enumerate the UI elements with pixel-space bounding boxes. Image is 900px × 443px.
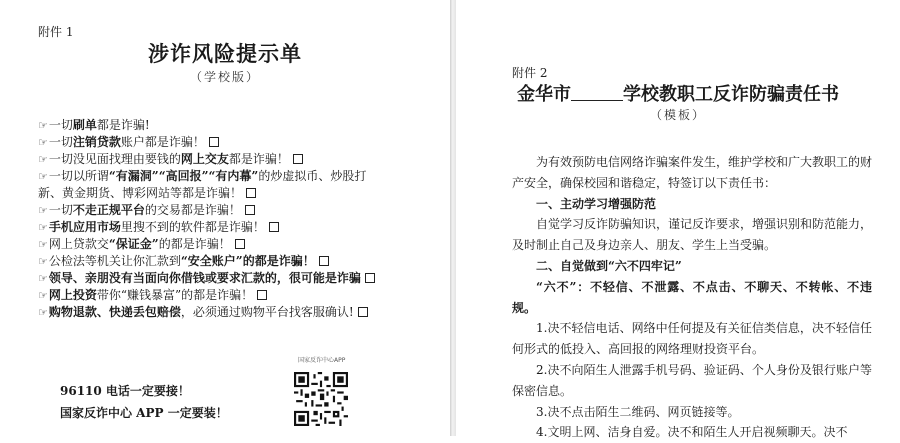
title-prefix: 金华市 — [517, 84, 571, 105]
pointing-hand-icon: ☞ — [38, 153, 48, 166]
annex-label: 附件 2 — [512, 66, 548, 80]
checkbox[interactable] — [269, 222, 279, 232]
paragraph: 为有效预防电信网络诈骗案件发生，维护学校和广大教职工的财产安全，确保校园和谐稳定，特签订以下责任书： — [512, 155, 873, 190]
pointing-hand-icon: ☞ — [38, 255, 48, 268]
left-page — [0, 0, 450, 436]
risk-item-list — [38, 117, 388, 321]
paragraph: 1.决不轻信电话、网络中任何提及有关征信类信息，决不轻信任何形式的低投入、高回报的网络理财投资平台。 — [512, 321, 872, 357]
pointing-hand-icon: ☞ — [38, 170, 48, 183]
pointing-hand-icon: ☞ — [38, 306, 48, 319]
pointing-hand-icon: ☞ — [38, 119, 48, 132]
checkbox[interactable] — [257, 290, 267, 300]
page-subtitle: （学校版） — [189, 70, 260, 84]
page-title: 涉诈风险提示单 — [148, 41, 302, 66]
checkbox[interactable] — [246, 188, 256, 198]
checkbox[interactable] — [209, 137, 219, 147]
pointing-hand-icon: ☞ — [38, 136, 48, 149]
title-suffix: 学校教职工反诈防骗责任书 — [623, 84, 839, 105]
risk-item: ☞领导、亲朋没有当面向你借钱或要求汇款的，很可能是诈骗 — [38, 270, 388, 287]
page-subtitle: （模板） — [649, 108, 706, 122]
pointing-hand-icon: ☞ — [38, 289, 48, 302]
paragraph: 4.文明上网、洁身自爱。决不和陌生人开启视频聊天。决不 — [536, 425, 848, 440]
risk-item: ☞一切没见面找理由要钱的网上交友都是诈骗！ — [38, 151, 388, 168]
risk-item: ☞网上投资带你“赚钱暴富”的都是诈骗！ — [38, 287, 388, 304]
checkbox[interactable] — [245, 205, 255, 215]
risk-item: ☞购物退款、快递丢包赔偿，必须通过购物平台找客服确认! — [38, 304, 388, 321]
page-title — [456, 80, 900, 106]
qr-code-icon — [294, 372, 348, 426]
annex-label: 附件 1 — [38, 25, 74, 39]
section-heading: 一、主动学习增强防范 — [536, 196, 657, 211]
risk-item: ☞手机应用市场里搜不到的软件都是诈骗！ — [38, 219, 388, 236]
checkbox[interactable] — [319, 256, 329, 266]
risk-item: ☞网上贷款交“保证金”的都是诈骗！ — [38, 236, 388, 253]
fill-in-blank[interactable] — [571, 86, 623, 101]
risk-item: ☞一切刷单都是诈骗! — [38, 118, 150, 132]
rule-summary: “六不”：不轻信、不泄露、不点击、不聊天、不转帐、不违规。 — [512, 279, 872, 315]
paragraph: 3.决不点击陌生二维码、网页链接等。 — [536, 404, 740, 419]
checkbox[interactable] — [293, 154, 303, 164]
pointing-hand-icon: ☞ — [38, 221, 48, 234]
hotline-notice — [60, 380, 228, 424]
risk-item: ☞一切不走正规平台的交易都是诈骗！ — [38, 202, 388, 219]
paragraph: 2.决不向陌生人泄露手机号码、验证码、个人身份及银行账户等保密信息。 — [512, 362, 872, 398]
pointing-hand-icon: ☞ — [38, 204, 48, 217]
risk-item: ☞一切以所谓“有漏洞”“高回报”“有内幕”的炒虚拟币、炒股打新、黄金期货、博彩网站等都是诈骗！ — [38, 169, 367, 200]
checkbox[interactable] — [358, 307, 368, 317]
risk-item: ☞一切注销贷款账户都是诈骗！ — [38, 134, 388, 151]
checkbox[interactable] — [365, 273, 375, 283]
pointing-hand-icon: ☞ — [38, 238, 48, 251]
checkbox[interactable] — [235, 239, 245, 249]
app-text: 国家反诈中心 APP 一定要装！ — [60, 406, 228, 420]
document-body — [512, 152, 872, 443]
paragraph: 自觉学习反诈防骗知识，谨记反诈要求，增强识别和防范能力，及时制止自己及身边亲人、朋友、学生上当受骗。 — [512, 217, 873, 253]
hotline-text: 96110 电话一定要接！ — [60, 384, 190, 398]
qr-logo-label: 国家反诈中心APP — [298, 357, 346, 364]
section-heading: 二、自觉做到“六不四牢记” — [536, 258, 682, 273]
pointing-hand-icon: ☞ — [38, 272, 48, 285]
risk-item: ☞公检法等机关让你汇款到“安全账户”的都是诈骗！ — [38, 253, 388, 270]
